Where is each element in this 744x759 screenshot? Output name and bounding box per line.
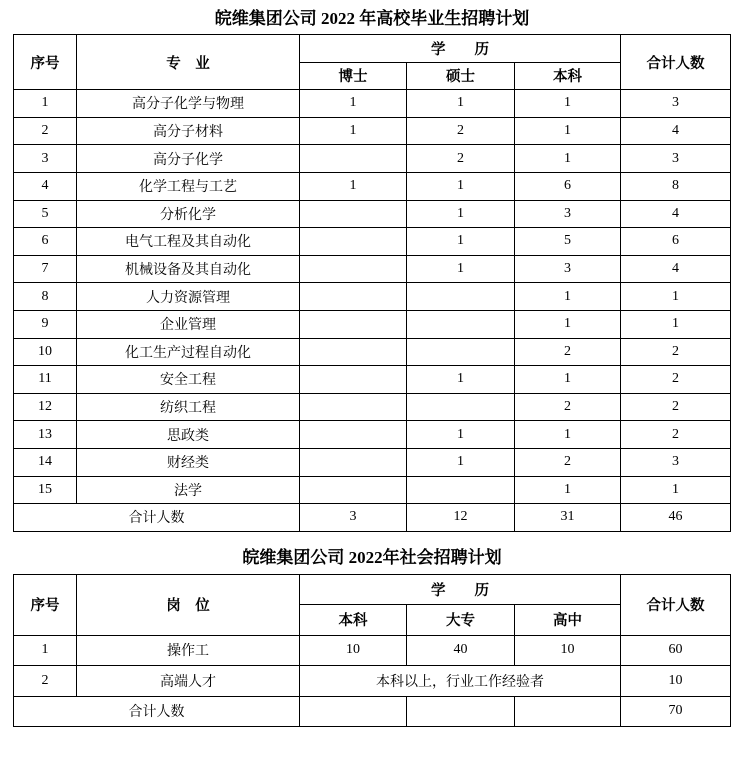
cell-master: 2 xyxy=(407,117,515,145)
cell-bachelor: 1 xyxy=(515,421,621,449)
cell-no: 14 xyxy=(14,448,77,476)
cell-total: 6 xyxy=(621,228,731,256)
cell-total: 3 xyxy=(621,90,731,118)
cell-no: 6 xyxy=(14,228,77,256)
table-row xyxy=(14,338,731,366)
cell-bachelor: 5 xyxy=(515,228,621,256)
cell-total: 60 xyxy=(621,635,731,666)
table-row xyxy=(14,310,731,338)
cell-no: 11 xyxy=(14,366,77,394)
total-highschool xyxy=(515,696,621,727)
table-row xyxy=(14,228,731,256)
total-row xyxy=(14,696,731,727)
cell-bachelor: 1 xyxy=(515,90,621,118)
total-overall: 46 xyxy=(621,504,731,532)
cell-phd xyxy=(300,476,407,504)
total-college xyxy=(407,696,515,727)
total-row xyxy=(14,504,731,532)
cell-phd xyxy=(300,283,407,311)
col-header-no: 序号 xyxy=(14,35,77,90)
cell-master: 1 xyxy=(407,172,515,200)
cell-master: 2 xyxy=(407,145,515,173)
table-row xyxy=(14,476,731,504)
cell-phd: 1 xyxy=(300,90,407,118)
cell-no: 3 xyxy=(14,145,77,173)
cell-bachelor: 2 xyxy=(515,338,621,366)
col-header-major: 专 业 xyxy=(77,35,300,90)
social-recruitment-table xyxy=(13,574,731,728)
col-header-total: 合计人数 xyxy=(621,35,731,90)
cell-bachelor: 1 xyxy=(515,117,621,145)
cell-total: 1 xyxy=(621,283,731,311)
cell-master: 1 xyxy=(407,255,515,283)
cell-major: 化学工程与工艺 xyxy=(77,172,300,200)
graduate-recruitment-table xyxy=(13,34,731,532)
cell-highschool: 10 xyxy=(515,635,621,666)
cell-bachelor: 1 xyxy=(515,366,621,394)
cell-master: 1 xyxy=(407,421,515,449)
table-row xyxy=(14,200,731,228)
cell-major: 思政类 xyxy=(77,421,300,449)
col-header-total: 合计人数 xyxy=(621,574,731,635)
cell-major: 安全工程 xyxy=(77,366,300,394)
cell-master xyxy=(407,283,515,311)
cell-phd xyxy=(300,200,407,228)
cell-total: 2 xyxy=(621,393,731,421)
cell-master: 1 xyxy=(407,448,515,476)
cell-master: 1 xyxy=(407,228,515,256)
cell-no: 10 xyxy=(14,338,77,366)
total-master: 12 xyxy=(407,504,515,532)
header-row-1 xyxy=(14,35,731,63)
total-row-label: 合计人数 xyxy=(14,696,300,727)
cell-bachelor: 1 xyxy=(515,145,621,173)
cell-major: 化工生产过程自动化 xyxy=(77,338,300,366)
cell-no: 13 xyxy=(14,421,77,449)
cell-major: 人力资源管理 xyxy=(77,283,300,311)
table-row xyxy=(14,90,731,118)
cell-major: 企业管理 xyxy=(77,310,300,338)
cell-phd xyxy=(300,255,407,283)
cell-phd xyxy=(300,310,407,338)
cell-phd xyxy=(300,338,407,366)
table-row xyxy=(14,172,731,200)
cell-total: 8 xyxy=(621,172,731,200)
cell-phd xyxy=(300,393,407,421)
cell-phd xyxy=(300,228,407,256)
cell-total: 2 xyxy=(621,366,731,394)
table-row xyxy=(14,145,731,173)
cell-no: 12 xyxy=(14,393,77,421)
cell-no: 15 xyxy=(14,476,77,504)
cell-master xyxy=(407,476,515,504)
table-row xyxy=(14,117,731,145)
cell-phd: 1 xyxy=(300,172,407,200)
cell-bachelor: 2 xyxy=(515,448,621,476)
col-header-master: 硕士 xyxy=(407,62,515,90)
cell-phd xyxy=(300,366,407,394)
cell-major: 分析化学 xyxy=(77,200,300,228)
cell-major: 高分子材料 xyxy=(77,117,300,145)
cell-major: 机械设备及其自动化 xyxy=(77,255,300,283)
cell-no: 7 xyxy=(14,255,77,283)
cell-bachelor: 10 xyxy=(300,635,407,666)
cell-phd xyxy=(300,448,407,476)
cell-total: 10 xyxy=(621,666,731,697)
total-phd: 3 xyxy=(300,504,407,532)
cell-master: 1 xyxy=(407,200,515,228)
table-row xyxy=(14,393,731,421)
total-bachelor: 31 xyxy=(515,504,621,532)
col-header-highschool: 高中 xyxy=(515,605,621,636)
table-row xyxy=(14,448,731,476)
cell-position: 高端人才 xyxy=(77,666,300,697)
cell-phd xyxy=(300,145,407,173)
cell-total: 1 xyxy=(621,476,731,504)
table-row xyxy=(14,366,731,394)
cell-position: 操作工 xyxy=(77,635,300,666)
cell-no: 1 xyxy=(14,635,77,666)
cell-bachelor: 3 xyxy=(515,200,621,228)
col-header-bachelor: 本科 xyxy=(300,605,407,636)
cell-education-note: 本科以上，行业工作经验者 xyxy=(300,666,621,697)
cell-bachelor: 1 xyxy=(515,283,621,311)
table-row xyxy=(14,421,731,449)
cell-bachelor: 1 xyxy=(515,310,621,338)
cell-total: 4 xyxy=(621,200,731,228)
table-row xyxy=(14,283,731,311)
cell-total: 3 xyxy=(621,448,731,476)
header-row-1 xyxy=(14,574,731,605)
table-row xyxy=(14,255,731,283)
col-header-education: 学 历 xyxy=(300,35,621,63)
cell-total: 1 xyxy=(621,310,731,338)
cell-bachelor: 6 xyxy=(515,172,621,200)
cell-total: 2 xyxy=(621,338,731,366)
cell-no: 2 xyxy=(14,666,77,697)
cell-major: 法学 xyxy=(77,476,300,504)
cell-total: 2 xyxy=(621,421,731,449)
col-header-phd: 博士 xyxy=(300,62,407,90)
cell-major: 纺织工程 xyxy=(77,393,300,421)
total-row-label: 合计人数 xyxy=(14,504,300,532)
cell-master xyxy=(407,338,515,366)
col-header-education: 学 历 xyxy=(300,574,621,605)
cell-phd: 1 xyxy=(300,117,407,145)
col-header-college: 大专 xyxy=(407,605,515,636)
cell-no: 2 xyxy=(14,117,77,145)
cell-bachelor: 1 xyxy=(515,476,621,504)
cell-total: 4 xyxy=(621,255,731,283)
cell-major: 高分子化学 xyxy=(77,145,300,173)
table-row xyxy=(14,666,731,697)
cell-master xyxy=(407,393,515,421)
cell-bachelor: 2 xyxy=(515,393,621,421)
cell-master: 1 xyxy=(407,366,515,394)
cell-total: 4 xyxy=(621,117,731,145)
cell-no: 8 xyxy=(14,283,77,311)
cell-bachelor: 3 xyxy=(515,255,621,283)
cell-master: 1 xyxy=(407,90,515,118)
cell-major: 电气工程及其自动化 xyxy=(77,228,300,256)
total-bachelor xyxy=(300,696,407,727)
cell-phd xyxy=(300,421,407,449)
cell-major: 财经类 xyxy=(77,448,300,476)
total-overall: 70 xyxy=(621,696,731,727)
cell-no: 1 xyxy=(14,90,77,118)
cell-master xyxy=(407,310,515,338)
cell-no: 5 xyxy=(14,200,77,228)
cell-total: 3 xyxy=(621,145,731,173)
table-row xyxy=(14,635,731,666)
col-header-no: 序号 xyxy=(14,574,77,635)
graduate-table-title: 皖维集团公司 2022 年高校毕业生招聘计划 xyxy=(214,9,530,28)
social-table-title: 皖维集团公司 2022年社会招聘计划 xyxy=(242,547,502,567)
col-header-bachelor: 本科 xyxy=(515,62,621,90)
cell-college: 40 xyxy=(407,635,515,666)
col-header-position: 岗 位 xyxy=(77,574,300,635)
cell-no: 4 xyxy=(14,172,77,200)
cell-major: 高分子化学与物理 xyxy=(77,90,300,118)
cell-no: 9 xyxy=(14,310,77,338)
